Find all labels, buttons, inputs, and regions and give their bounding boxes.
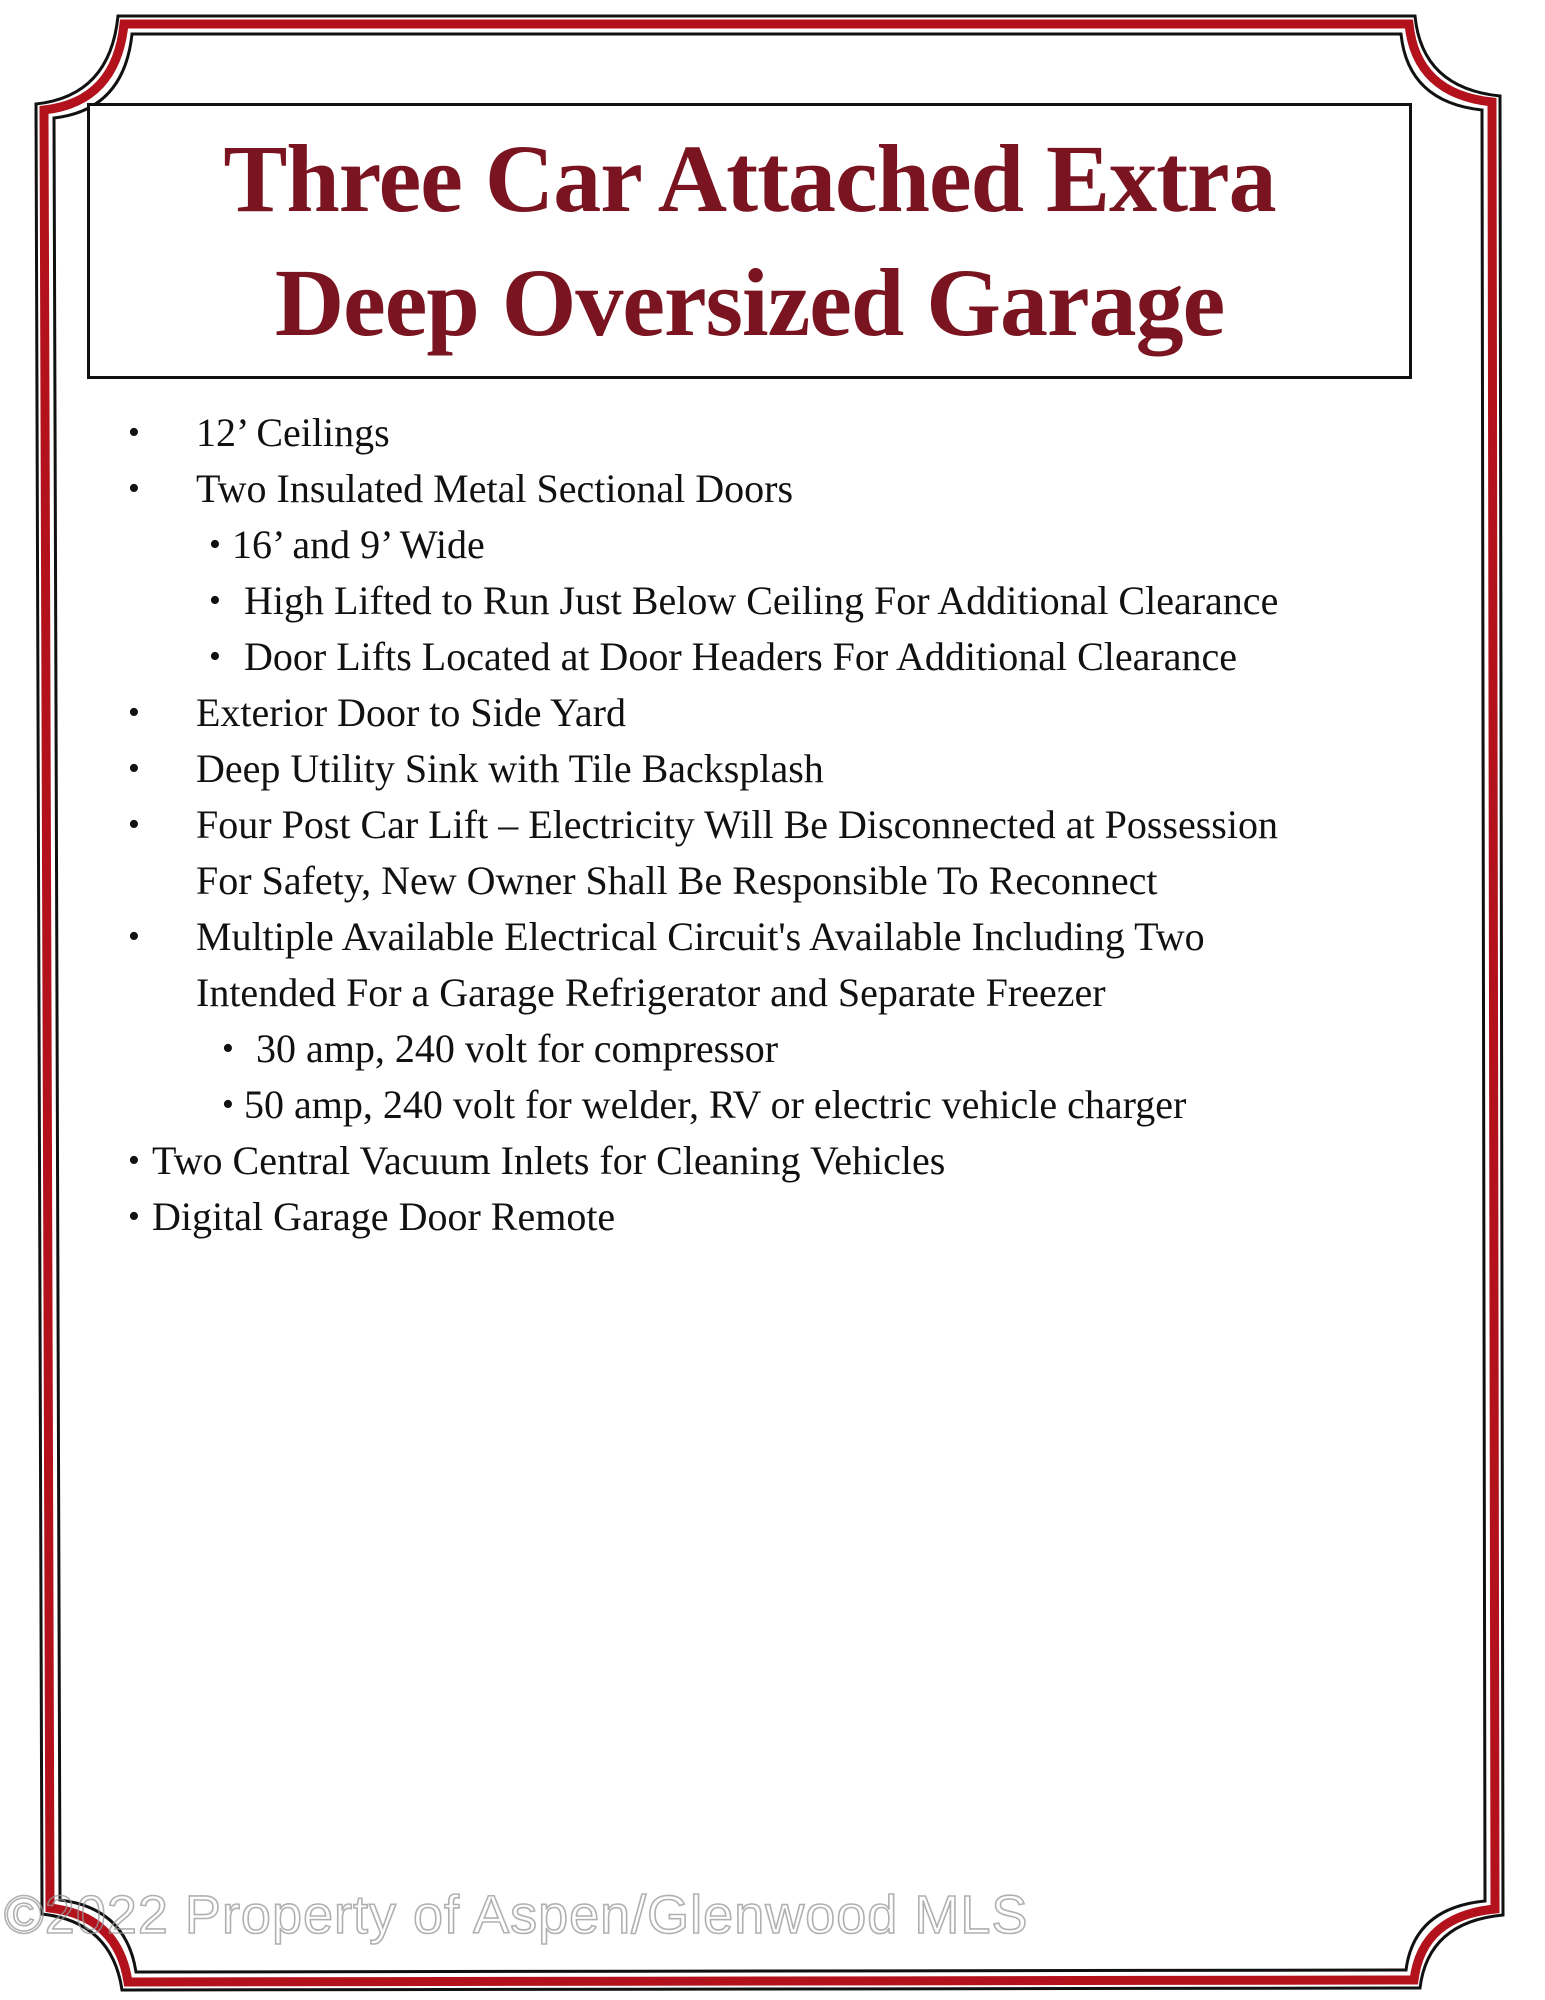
watermark: ©2022 Property of Aspen/Glenwood MLS [4, 1885, 1029, 1945]
bullet: • [128, 470, 140, 507]
title-line-2: Deep Oversized Garage [274, 249, 1225, 356]
bullet: • [209, 526, 221, 563]
list-item-text: 50 amp, 240 volt for welder, RV or electric vehicle charger [244, 1082, 1187, 1127]
list-item-text: Two Central Vacuum Inlets for Cleaning Vehicles [152, 1138, 946, 1183]
bullet: • [222, 1030, 234, 1067]
bullet: • [128, 806, 140, 843]
list-item-text: Intended For a Garage Refrigerator and Separate Freezer [196, 970, 1106, 1015]
list-item-text: Exterior Door to Side Yard [196, 690, 626, 735]
bullet: • [209, 582, 221, 619]
title-line-1: Three Car Attached Extra [223, 125, 1276, 232]
list-item-text: Door Lifts Located at Door Headers For Additional Clearance [244, 634, 1238, 679]
list-item-text: Multiple Available Electrical Circuit's Available Including Two [196, 914, 1205, 959]
list-item-text: Deep Utility Sink with Tile Backsplash [196, 746, 824, 791]
list-item-text: For Safety, New Owner Shall Be Responsible To Reconnect [196, 858, 1158, 903]
bullet: • [209, 638, 221, 675]
list-item-text: Two Insulated Metal Sectional Doors [196, 466, 794, 511]
list-item-text: 12’ Ceilings [196, 410, 390, 455]
bullet: • [128, 694, 140, 731]
list-item-text: Digital Garage Door Remote [152, 1194, 616, 1239]
title-box [87, 103, 1412, 379]
list-item-text: Four Post Car Lift – Electricity Will Be Disconnected at Possession [196, 802, 1278, 847]
bullet: • [128, 918, 140, 955]
bullet: • [128, 1142, 140, 1179]
bullet: • [128, 414, 140, 451]
bullet: • [128, 1198, 140, 1235]
list-item-text: 16’ and 9’ Wide [232, 522, 485, 567]
bullet: • [222, 1086, 234, 1123]
list-item-text: High Lifted to Run Just Below Ceiling For Additional Clearance [244, 578, 1279, 623]
list-item-text: 30 amp, 240 volt for compressor [256, 1026, 779, 1071]
bullet: • [128, 750, 140, 787]
